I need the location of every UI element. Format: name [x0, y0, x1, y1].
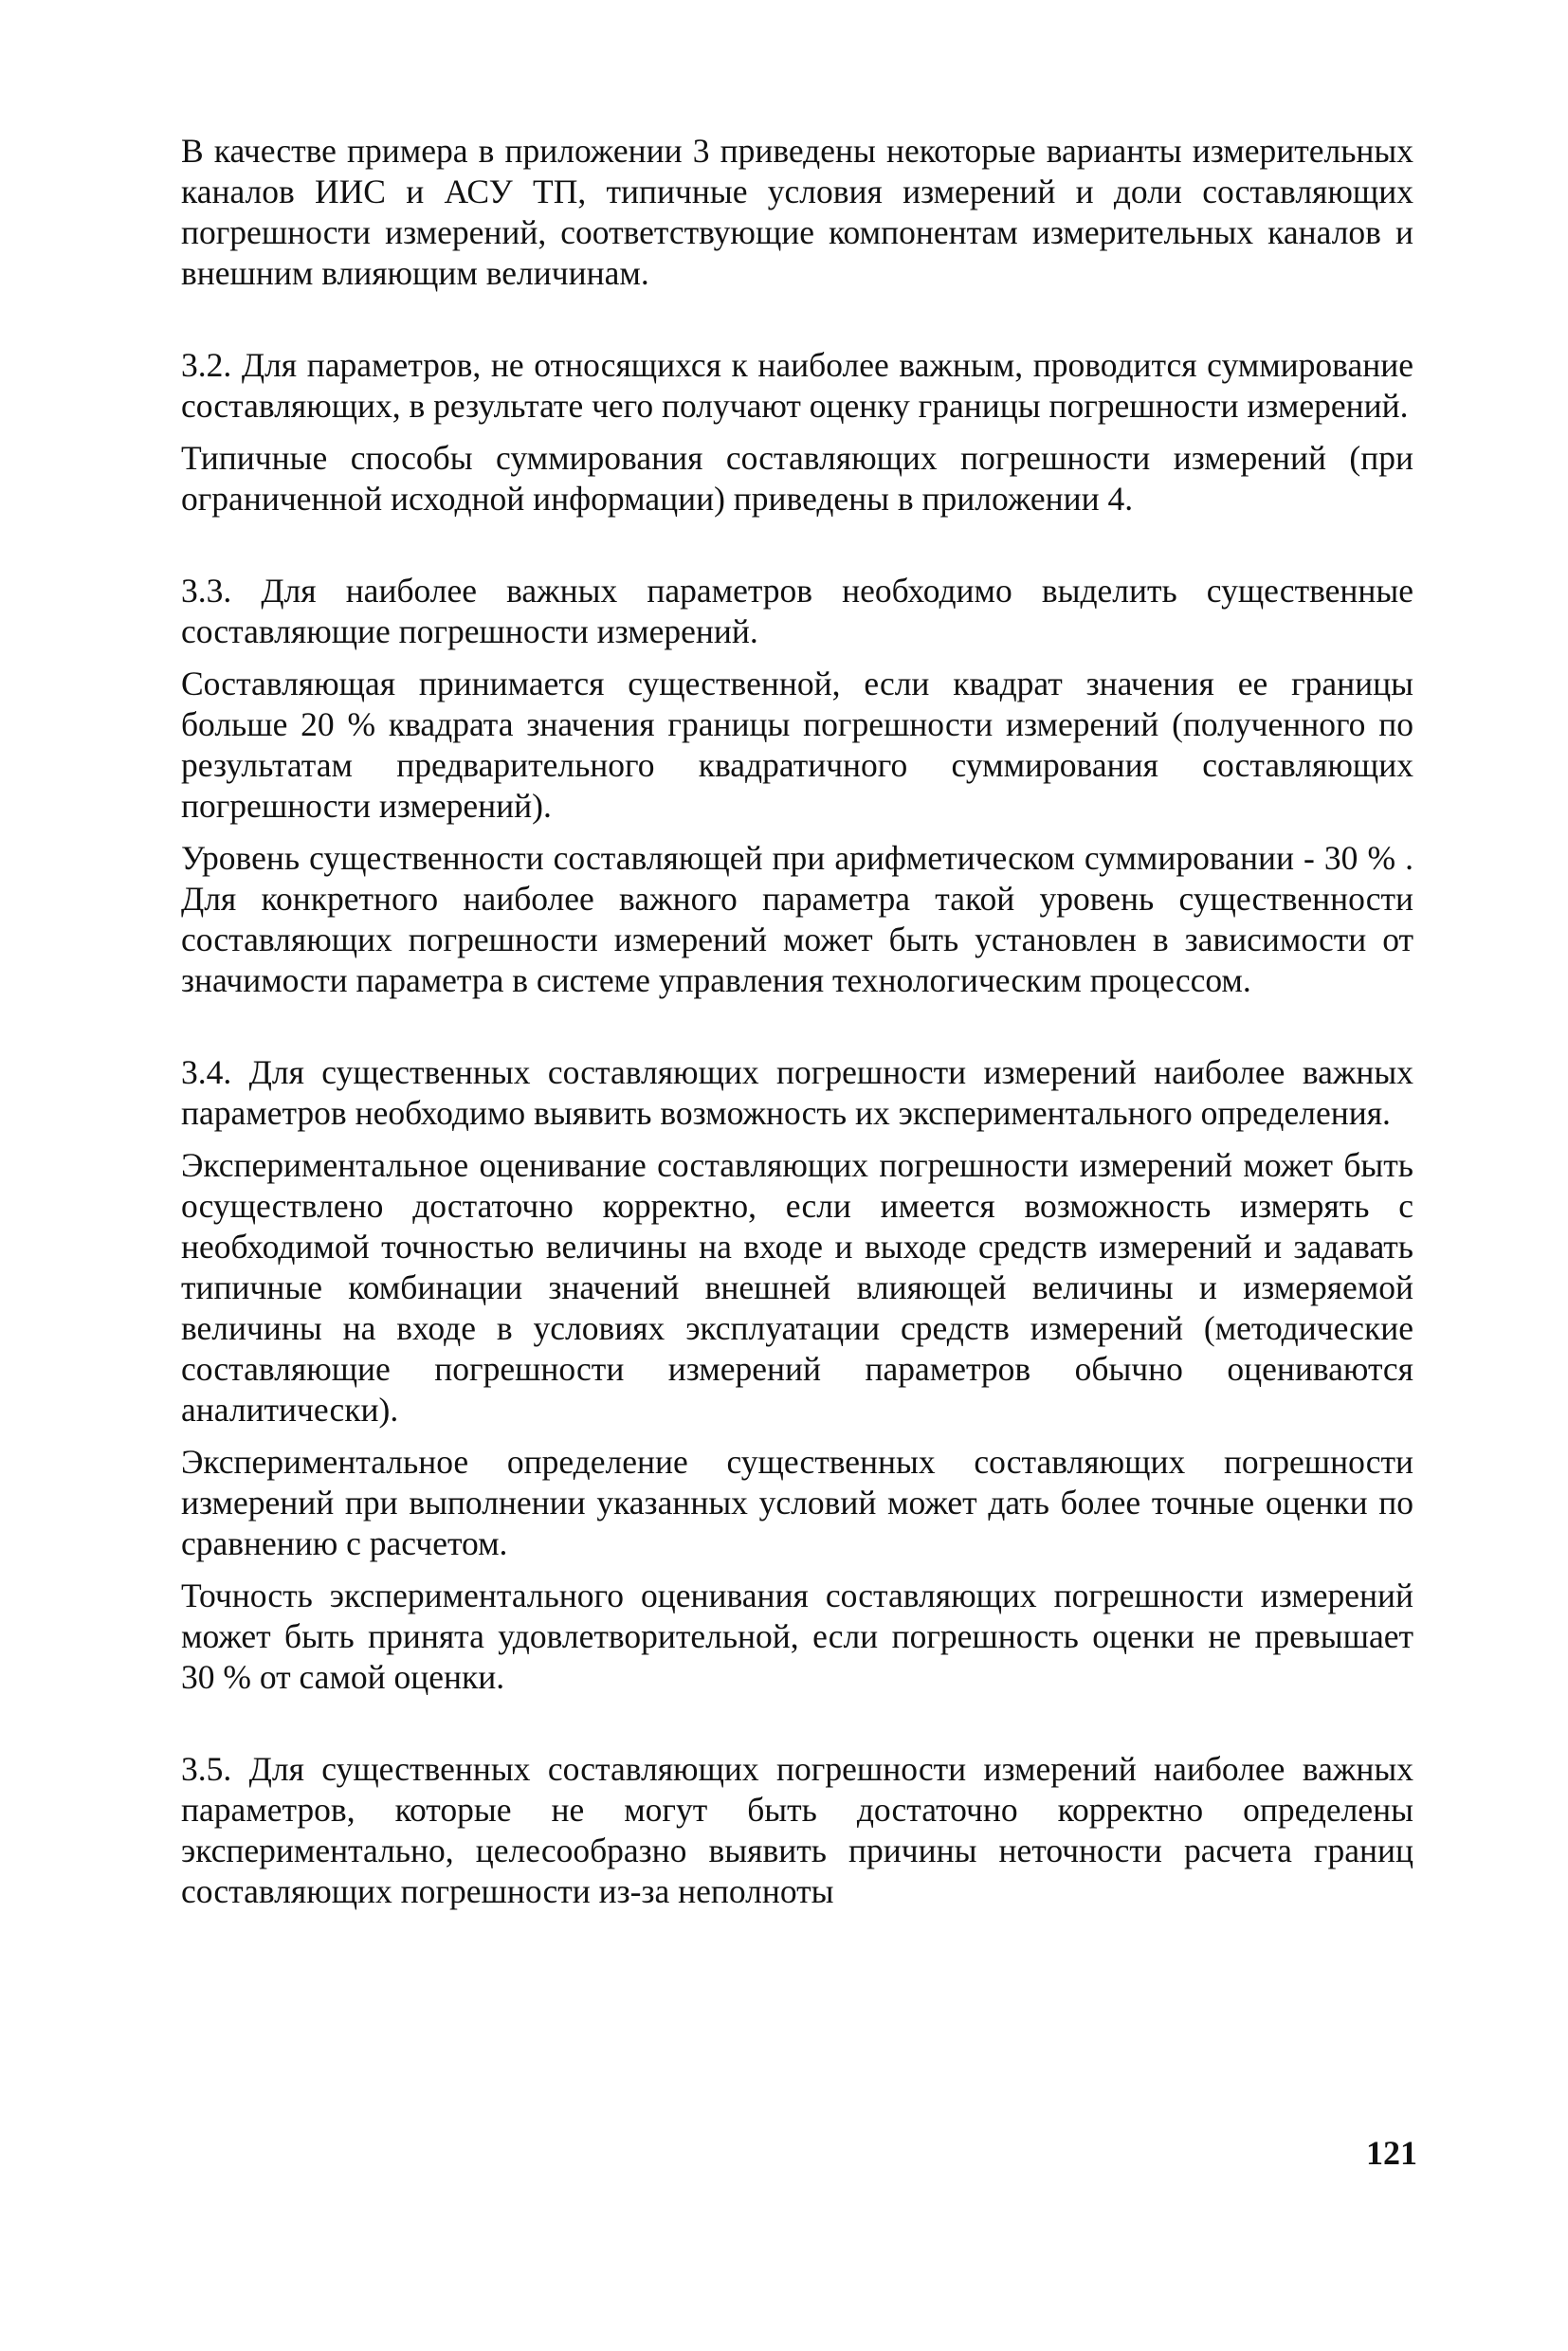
paragraph-examples-appendix-3: В качестве примера в приложении 3 приведены некоторые варианты измерительных каналов ИИС и АСУ ТП, типичные условия измерений и доли составляющих погрешности измерений, соответствующие компонентам измерительных каналов и внешним влияющим величинам. [181, 132, 1413, 292]
page-body [181, 131, 1413, 1912]
paragraph-3-4: 3.4. Для существенных составляющих погрешности измерений наиболее важных параметров необходимо выявить возможность их экспериментального определения. [181, 1053, 1413, 1132]
paragraph-evaluation-accuracy: Точность экспериментального оценивания составляющих погрешности измерений может быть принята удовлетворительной, если погрешность оценки не превышает 30 % от самой оценки. [181, 1576, 1413, 1696]
paragraph-significance-criterion: Составляющая принимается существенной, если квадрат значения ее границы больше 20 % квадрата значения границы погрешности измерений (полученного по результатам предварительного квадратичного суммирования составляющих погрешности измерений). [181, 665, 1413, 825]
paragraph-experimental-determination: Экспериментальное определение существенных составляющих погрешности измерений при выполнении указанных условий может дать более точные оценки по сравнению с расчетом. [181, 1443, 1413, 1562]
paragraph-3-2: 3.2. Для параметров, не относящихся к наиболее важным, проводится суммирование составляющих, в результате чего получают оценку границы погрешности измерений. [181, 346, 1413, 425]
paragraph-summation-methods: Типичные способы суммирования составляющих погрешности измерений (при ограниченной исходной информации) приведены в приложении 4. [181, 439, 1413, 518]
paragraph-experimental-evaluation: Экспериментальное оценивание составляющих погрешности измерений может быть осуществлено достаточно корректно, если имеется возможность измерять с необходимой точностью величины на входе и выходе средств измерений и задавать типичные комбинации значений внешней влияющей величины и измеряемой величины на входе в условиях эксплуатации средств измерений (методические составляющие погрешности измерений параметров обычно оцениваются аналитически). [181, 1146, 1413, 1429]
paragraph-3-5: 3.5. Для существенных составляющих погрешности измерений наиболее важных параметров, которые не могут быть достаточно корректно определены экспериментально, целесообразно выявить причины неточности расчета границ составляющих погрешности из-за неполноты [181, 1750, 1413, 1910]
paragraph-arithmetic-significance: Уровень существенности составляющей при арифметическом суммировании - 30 % . Для конкретного наиболее важного параметра такой уровень существенности составляющих погрешности измерений может быть установлен в зависимости от значимости параметра в системе управления технологическим процессом. [181, 839, 1413, 999]
paragraph-3-3: 3.3. Для наиболее важных параметров необходимо выделить существенные составляющие погрешности измерений. [181, 572, 1413, 650]
page-number: 121 [1366, 2134, 1417, 2172]
